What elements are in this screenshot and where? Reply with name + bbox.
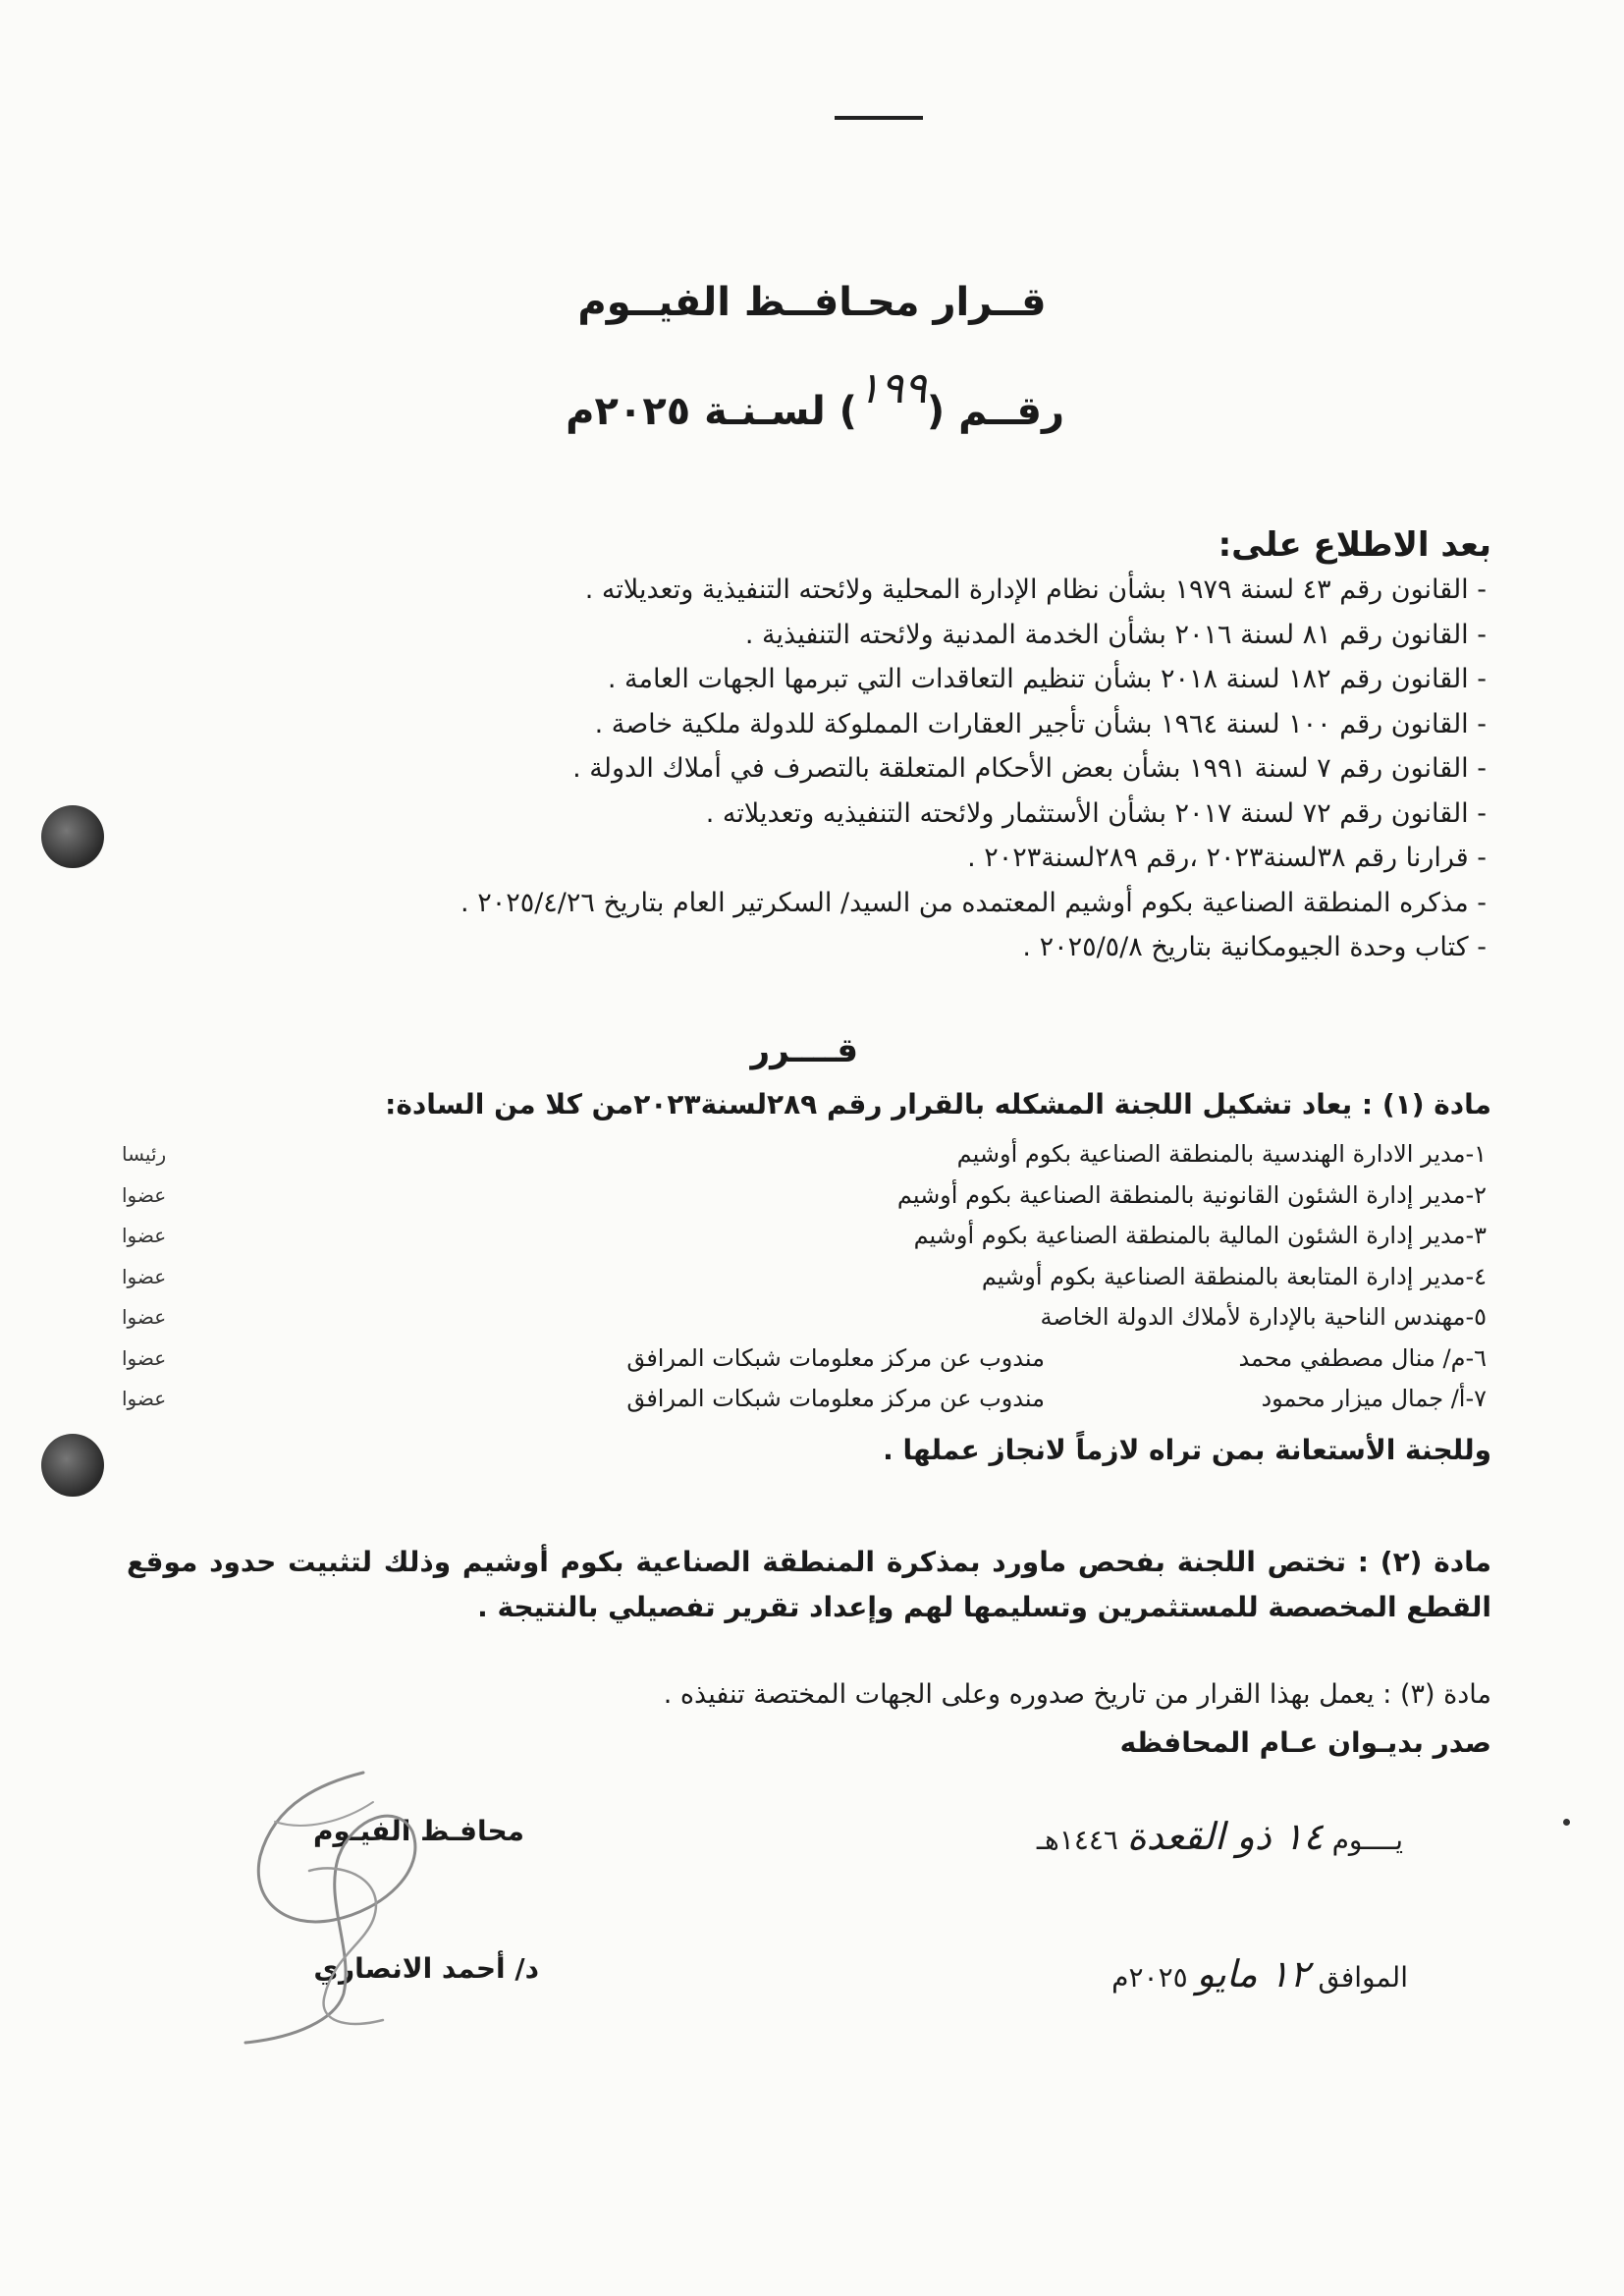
preamble-item: - القانون رقم ٧ لسنة ١٩٩١ بشأن بعض الأحكام المتعلقة بالتصرف في أملاك الدولة . <box>572 753 1487 784</box>
member-delegate: مندوب عن مركز معلومات شبكات المرافق <box>626 1343 1045 1372</box>
hijri-date <box>1037 1815 1403 1858</box>
member-delegate: مندوب عن مركز معلومات شبكات المرافق <box>626 1385 1045 1412</box>
member-role: عضوا <box>122 1224 167 1247</box>
signatory-name: د/ أحمد الانصاري <box>313 1952 539 1985</box>
member-role: عضوا <box>122 1264 167 1288</box>
punch-hole-icon <box>41 1434 104 1497</box>
member-role: رئيسا <box>122 1142 167 1166</box>
preamble-list <box>132 568 1487 970</box>
article-3 <box>664 1679 1491 1710</box>
preamble-item: - قرارنا رقم ٣٨لسنة٢٠٢٣ ،رقم ٢٨٩لسنة٢٠٢٣ . <box>967 843 1487 873</box>
member-row <box>122 1175 1487 1217</box>
top-dash <box>835 116 923 120</box>
greg-prefix: الموافق <box>1318 1961 1408 1994</box>
gregorian-date <box>1111 1952 1408 1995</box>
member-name: ٧-أ/ جمال ميزار محمود <box>1261 1385 1487 1412</box>
greg-year: ٢٠٢٥م <box>1111 1961 1188 1994</box>
article-3-label: مادة (٣) : <box>1382 1679 1491 1710</box>
member-name: ٥-مهندس الناحية بالإدارة لأملاك الدولة الخاصة <box>1040 1303 1487 1331</box>
member-name: ٢-مدير إدارة الشئون القانونية بالمنطقة الصناعية بكوم أوشيم <box>896 1180 1487 1209</box>
number-handwritten: ١٩٩ <box>856 363 927 413</box>
member-role: عضوا <box>122 1182 167 1207</box>
punch-hole-icon <box>41 805 104 868</box>
preamble-intro: بعد الاطلاع على: <box>1218 525 1491 565</box>
preamble-item: - القانون رقم ٧٢ لسنة ٢٠١٧ بشأن الأستثمار ولائحته التنفيذيه وتعديلاته . <box>705 797 1487 829</box>
decree-number <box>566 363 1064 435</box>
greg-handwritten: ١٢ مايو <box>1196 1952 1310 1995</box>
member-row <box>122 1134 1487 1175</box>
member-row <box>122 1216 1487 1257</box>
number-prefix: رقــم ( <box>926 389 1064 434</box>
issued-line: صدر بديـوان عـام المحافظه <box>1119 1726 1491 1759</box>
article-1-text: مادة (١) : يعاد تشكيل اللجنة المشكله بالقرار رقم ٢٨٩لسنة٢٠٢٣من كلا من السادة: <box>385 1088 1491 1121</box>
member-row <box>122 1379 1487 1420</box>
signatory-title: محافـظ الفيـوم <box>312 1815 524 1847</box>
preamble-item: - القانون رقم ١٠٠ لسنة ١٩٦٤ بشأن تأجير العقارات المملوكة للدولة ملكية خاصة . <box>594 708 1487 739</box>
committee-assistance: وللجنة الأستعانة بمن تراه لازماً لانجاز عملها . <box>883 1434 1491 1466</box>
preamble-item: - مذكره المنطقة الصناعية بكوم أوشيم المعتمده من السيد/ السكرتير العام بتاريخ ٢٠٢٥/٤/٢٦ . <box>460 887 1487 918</box>
decision-heading: قــــرر <box>750 1031 858 1070</box>
member-row <box>122 1297 1487 1339</box>
ink-dot-icon <box>1563 1819 1570 1826</box>
decree-title: قــرار محـافــظ الفيــوم <box>577 280 1047 325</box>
member-role: عضوا <box>122 1345 167 1370</box>
preamble-item: - القانون رقم ٨١ لسنة ٢٠١٦ بشأن الخدمة المدنية ولائحته التنفيذية . <box>744 619 1487 650</box>
member-name: ٦-م/ منال مصطفي محمد <box>1238 1343 1487 1372</box>
member-row <box>122 1257 1487 1298</box>
member-name: ١-مدير الادارة الهندسية بالمنطقة الصناعية بكوم أوشيم <box>956 1140 1487 1168</box>
member-row <box>122 1339 1487 1380</box>
preamble-item: - القانون رقم ١٨٢ لسنة ٢٠١٨ بشأن تنظيم التعاقدات التي تبرمها الجهات العامة . <box>607 664 1487 694</box>
member-role: عضوا <box>122 1305 167 1329</box>
article-2-text: مادة (٢) : تختص اللجنة بفحص ماورد بمذكرة المنطقة الصناعية بكوم أوشيم وذلك لتثبيت حدود موقع القطع المخصصة للمستثمرين وتسليمها لهم وإعداد تقرير تفصيلي بالنتيجة . <box>127 1546 1492 1623</box>
preamble-item: - كتاب وحدة الجيومكانية بتاريخ ٢٠٢٥/٥/٨ . <box>1022 932 1487 962</box>
hijri-year: ١٤٤٦هـ <box>1036 1824 1118 1856</box>
member-role: عضوا <box>122 1387 167 1410</box>
member-name: ٣-مدير إدارة الشئون المالية بالمنطقة الصناعية بكوم أوشيم <box>913 1222 1487 1249</box>
number-suffix: ) لسـنـة ٢٠٢٥م <box>566 389 857 434</box>
committee-members <box>122 1134 1487 1420</box>
preamble-item: - القانون رقم ٤٣ لسنة ١٩٧٩ بشأن نظام الإدارة المحلية ولائحته التنفيذية وتعديلاته . <box>584 574 1487 605</box>
article-3-text: يعمل بهذا القرار من تاريخ صدوره وعلى الجهات المختصة تنفيذه . <box>663 1679 1375 1710</box>
member-name: ٤-مدير إدارة المتابعة بالمنطقة الصناعية بكوم أوشيم <box>981 1262 1487 1290</box>
hijri-prefix: يــــوم <box>1331 1824 1403 1856</box>
signature-scribble-icon <box>216 1763 471 2048</box>
hijri-handwritten: ١٤ ذو القعدة <box>1126 1815 1324 1858</box>
